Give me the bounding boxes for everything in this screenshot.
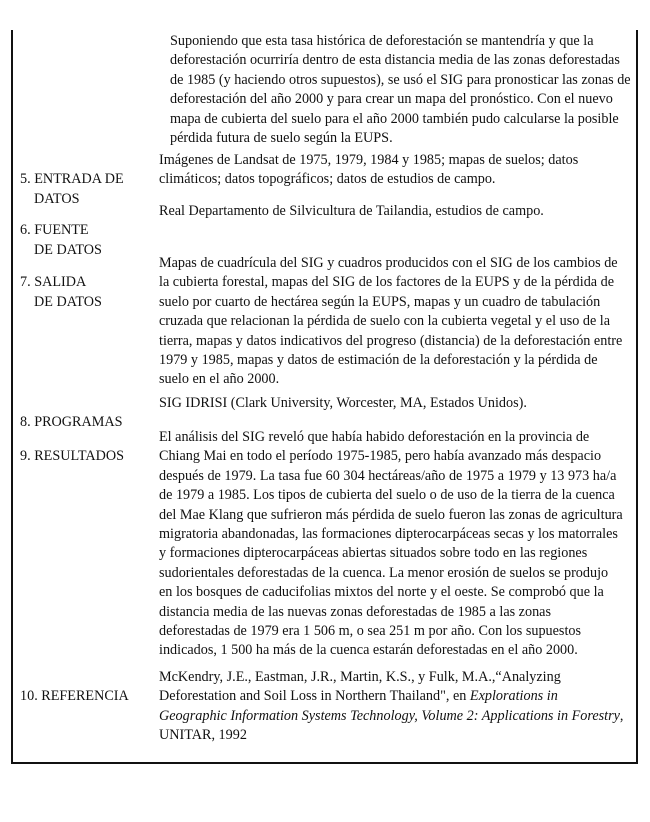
section-text: SIG IDRISI (Clark University, Worcester, MA, Estados Unidos). bbox=[159, 395, 527, 411]
section-label bbox=[20, 428, 160, 467]
reference-authors: McKendry, J.E., Eastman, J.R., Martin, K.S., y Fulk, M.A.,“Analyzing Deforestation and Soil Loss in Northern Thailand", en bbox=[159, 669, 561, 705]
continuation-paragraph: Suponiendo que esta tasa histórica de deforestación se mantendría y que la deforestación ocurriría dentro de esta distancia media de las zonas deforestadas de 1985 (y haciendo otros supuestos), se usó el SIG para pronosticar las zonas de deforestación del año 2000 y para crear un mapa del pronóstico. Con el nuevo mapa de cubierta del suelo para el año 2000 también pudo calcularse la posible pérdida futura de suelo según la EUPS. bbox=[170, 33, 631, 147]
reference-book-title: Explorations in Geographic Information Systems Technology, Volume 2: Applications in Forestry bbox=[159, 688, 620, 724]
label-line-1: 7. SALIDA bbox=[20, 274, 87, 291]
section-text: El análisis del SIG reveló que había habido deforestación en la provincia de Chiang Mai en todo el período 1975-1985, pero había avanzado más despacio después de 1979. La tasa fue 60 304 hectáreas/año de 1975 a 1979 y 13 973 ha/a de 1979 a 1985. Los tipos de cubierta del suelo o de uso de la tierra de la cuenca del Mae Klang que sufrieron más pérdida de suelo fueron las zonas de agricultura migratoria abandonadas, las formaciones dipterocarpáceas secas y los matorrales y formaciones dipterocarpáceas abiertas situados sobre todo en las regiones sudorientales deforestadas de la cuenca. La menor erosión de suelos se produjo en los bosques de caducifolias mixtos del norte y el oeste. Se comprobó que la distancia media de las nuevas zonas deforestadas de 1985 a las zonas deforestadas de 1979 era 1 506 m, o sea 251 m por año. Con los supuestos indicados, 1 500 ha más de la cuenca estarán deforestadas en el año 2000. bbox=[159, 429, 623, 659]
section-text: Mapas de cuadrícula del SIG y cuadros producidos con el SIG de los cambios de la cubierta forestal, mapas del SIG de los factores de la EUPS y de la pérdida de suelo por cuarto de hectárea según la EUPS, mapas y un cuadro de tabulación cruzada que relacionan la pérdida de suelo con la cubierta vegetal y el uso de la tierra, mapas y datos indicativos del progreso (distancia) de la deforestación entre 1979 y 1985, mapas y datos de estimación de la deforestación y la pérdida de suelo en el año 2000. bbox=[159, 255, 623, 388]
section-text: Real Departamento de Silvicultura de Tailandia, estudios de campo. bbox=[159, 203, 544, 219]
label-line-2: DATOS bbox=[34, 190, 80, 207]
label-line-1: 5. ENTRADA DE bbox=[20, 171, 124, 188]
section-label bbox=[20, 254, 160, 332]
reference-citation bbox=[159, 668, 625, 746]
reference-publisher: , UNITAR, 1992 bbox=[159, 707, 624, 744]
label-line-1: 8. PROGRAMAS bbox=[20, 414, 123, 431]
label-line-1: 9. RESULTADOS bbox=[20, 448, 124, 465]
label-line-2: DE DATOS bbox=[34, 293, 102, 310]
label-line-1: 10. REFERENCIA bbox=[20, 688, 129, 705]
section-label bbox=[20, 394, 160, 433]
section-text: Imágenes de Landsat de 1975, 1979, 1984 y 1985; mapas de suelos; datos climáticos; datos topográficos; datos de estudios de campo. bbox=[159, 152, 579, 188]
label-line-2: DE DATOS bbox=[34, 241, 102, 258]
document-frame bbox=[11, 30, 638, 764]
label-line-1: 6. FUENTE bbox=[20, 222, 89, 239]
section-label bbox=[20, 668, 160, 707]
